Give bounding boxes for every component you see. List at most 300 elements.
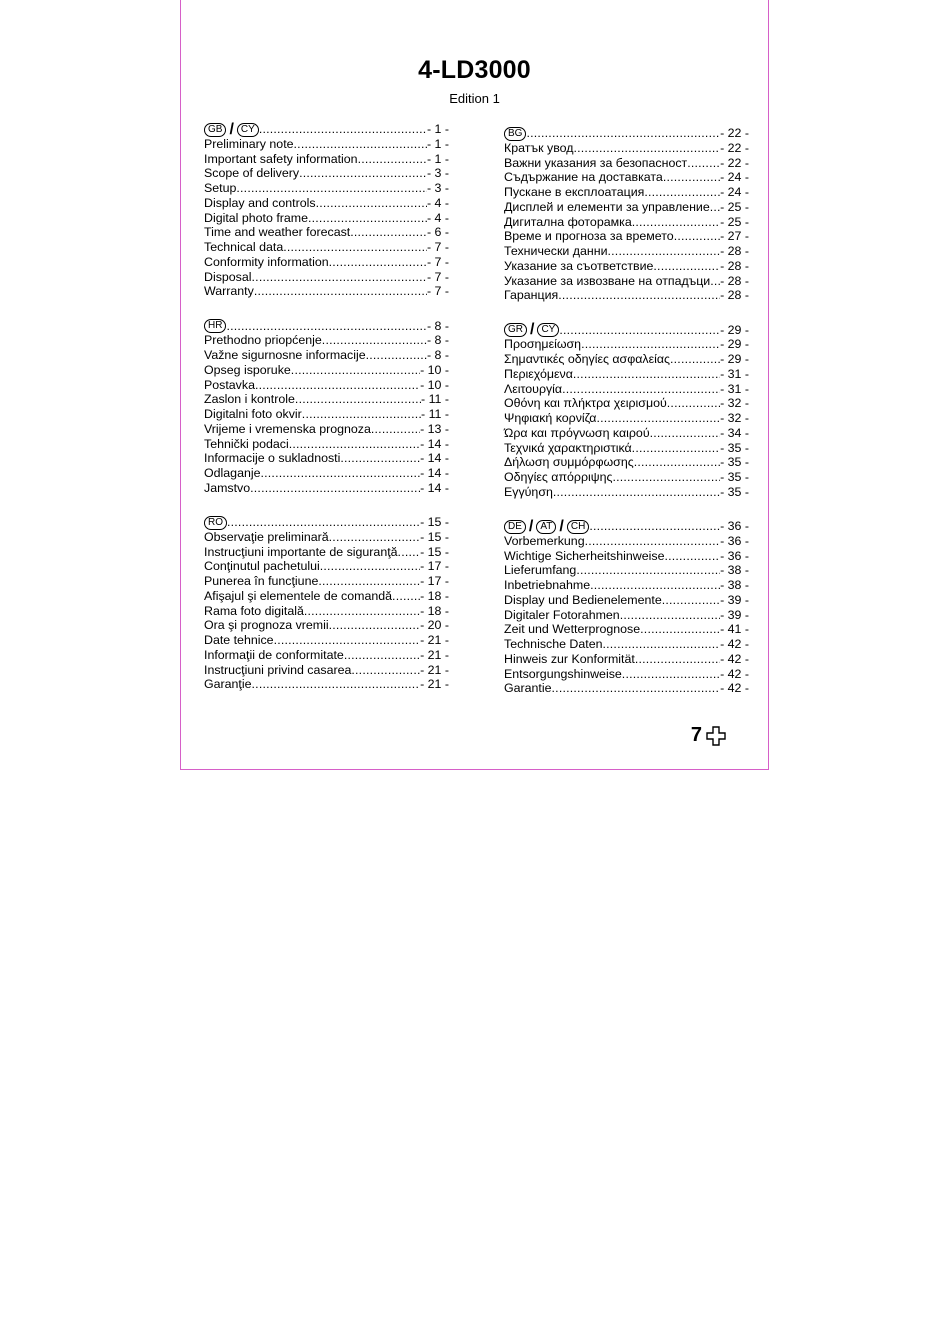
toc-entry-label: Важни указания за безопасност [504, 155, 688, 170]
toc-entry-label: Пускане в експлоатация [504, 185, 645, 199]
leader-dots [710, 274, 720, 289]
toc-page-number: - 13 - [420, 421, 449, 436]
toc-page-number: - 24 - [720, 170, 749, 185]
country-code-badge: GR [504, 323, 527, 337]
toc-page-number: - 18 - [420, 603, 449, 618]
toc-page-number: - 11 - [421, 392, 449, 407]
toc-entry-label: Setup [204, 181, 237, 195]
toc-entry-label: Wichtige Sicherheitshinweise [504, 548, 665, 563]
country-code-badge: CY [237, 123, 259, 137]
toc-page-number: - 7 - [426, 240, 449, 254]
flag-separator: / [528, 517, 534, 535]
leader-dots [634, 455, 720, 470]
toc-entry[interactable] [504, 200, 749, 215]
toc-page-number: - 3 - [426, 181, 449, 195]
leader-dots [320, 559, 420, 574]
toc-page-number: - 20 - [420, 618, 449, 633]
toc-entry[interactable] [504, 259, 749, 274]
toc-entry-label: Scope of delivery [204, 166, 300, 181]
leader-dots [350, 225, 427, 240]
toc-entry[interactable] [204, 211, 449, 226]
toc-entry[interactable] [504, 622, 749, 637]
toc-page-number: - 27 - [720, 229, 749, 244]
toc-section [204, 319, 449, 496]
leader-dots [291, 363, 420, 378]
toc-entry-label: Important safety information [204, 151, 358, 166]
toc-entry-label: Дисплей и елементи за управление [504, 199, 710, 214]
leader-dots [252, 270, 427, 285]
leader-dots [526, 126, 720, 141]
toc-entry[interactable] [204, 437, 449, 452]
toc-entry[interactable] [504, 593, 749, 608]
toc-entry-label: Disposal [204, 269, 252, 284]
toc-entry-label: Digital photo frame [204, 210, 308, 225]
leader-dots [302, 407, 421, 422]
toc-entry-label: Instrucţiuni importante de siguranţă [204, 544, 398, 559]
toc-entry-label: Conţinutul pachetului [204, 559, 320, 574]
toc-entry-label: Technische Daten [504, 637, 603, 652]
toc-entry-label: Garanţie [204, 677, 252, 692]
toc-entry-label: Afişajul şi elementele de comandă [204, 588, 393, 603]
toc-entry[interactable] [504, 288, 749, 303]
toc-entry[interactable] [504, 367, 749, 382]
toc-entry-label: Digitaler Fotorahmen [504, 607, 620, 622]
toc-page-number: - 35 - [720, 470, 749, 485]
country-code-badge: CH [567, 520, 589, 534]
toc-page-number: - 22 - [720, 155, 749, 170]
toc-section [204, 515, 449, 692]
toc-page-number: - 25 - [720, 214, 749, 229]
toc-entry[interactable] [504, 244, 749, 259]
document-page [180, 0, 769, 770]
toc-entry-label: Οθόνη και πλήκτρα χειρισμού [504, 396, 667, 411]
leader-dots [576, 563, 720, 578]
toc-page-number: - 22 - [720, 140, 749, 155]
toc-page-number: - 28 - [720, 258, 749, 273]
toc-entry-label: Ώρα και πρόγνωση καιρού [504, 425, 650, 440]
toc-page-number: - 8 - [426, 348, 449, 363]
toc-entry[interactable] [504, 563, 749, 578]
toc-page-number: - 24 - [720, 185, 749, 199]
leader-dots [710, 200, 720, 215]
toc-page-number: - 34 - [720, 425, 749, 440]
toc-entry[interactable] [504, 534, 749, 549]
toc-page-number: - 15 - [420, 529, 449, 544]
leader-dots [227, 515, 420, 530]
country-code-badge: DE [504, 520, 526, 534]
toc-entry[interactable] [204, 545, 449, 560]
page-footer [691, 724, 726, 747]
toc-page-number: - 1 - [426, 136, 449, 151]
toc-entry-label: Vrijeme i vremenska prognoza [204, 421, 371, 436]
leader-dots [559, 323, 720, 338]
toc-page-number: - 14 - [420, 480, 449, 495]
toc-entry[interactable] [504, 578, 749, 593]
toc-entry[interactable] [204, 530, 449, 545]
toc-entry-label: Tehnički podaci [204, 436, 289, 451]
toc-page-number: - 36 - [720, 533, 749, 548]
toc-entry-label: Date tehnice [204, 633, 274, 648]
toc-entry[interactable] [204, 663, 449, 678]
toc-entry-label: Jamstvo [204, 480, 251, 495]
toc-page-number: - 42 - [720, 651, 749, 666]
toc-entry[interactable] [504, 441, 749, 456]
leader-dots [322, 333, 427, 348]
leader-dots [392, 589, 420, 604]
language-flags [504, 323, 559, 337]
toc-page-number: - 29 - [720, 322, 749, 337]
toc-entry[interactable] [504, 426, 749, 441]
toc-entry-label: Λειτουργία [504, 381, 563, 396]
toc-entry[interactable] [504, 681, 749, 696]
toc-page-number: - 1 - [426, 122, 449, 136]
leader-dots [308, 211, 427, 226]
toc-entry[interactable] [204, 363, 449, 378]
toc-right-column [504, 126, 749, 696]
toc-entry-label: Указание за съответствие [504, 258, 654, 273]
toc-entry[interactable] [504, 455, 749, 470]
toc-page-number: - 25 - [720, 199, 749, 214]
toc-page-number: - 22 - [720, 126, 749, 140]
toc-section [504, 519, 749, 696]
toc-language-heading[interactable] [204, 122, 449, 137]
toc-page-number: - 21 - [420, 647, 449, 662]
toc-page-number: - 35 - [720, 440, 749, 455]
toc-entry-label: Εγγύηση [504, 484, 553, 499]
leader-dots [255, 378, 420, 393]
page-number: 7 [690, 724, 702, 746]
toc-page-number: - 42 - [720, 666, 749, 681]
leader-dots [254, 284, 427, 299]
toc-entry[interactable] [204, 284, 449, 299]
toc-entry-label: Informaţii de conformitate [204, 647, 344, 662]
leader-dots [632, 215, 720, 230]
toc-page-number: - 17 - [420, 559, 449, 574]
toc-entry-label: Observaţie preliminară [204, 529, 329, 544]
edition-label: Edition 1 [449, 91, 500, 106]
toc-section [504, 126, 749, 303]
leader-dots [622, 667, 720, 682]
toc-entry-label: Display and controls [204, 195, 316, 210]
toc-entry-label: Garantie [504, 681, 552, 696]
toc-left-column [204, 122, 449, 692]
toc-entry[interactable] [204, 392, 449, 407]
toc-entry-label: Opseg isporuke [204, 362, 291, 377]
leader-dots [653, 259, 720, 274]
toc-page-number: - 8 - [426, 333, 449, 348]
leader-dots [358, 152, 427, 167]
toc-entry[interactable] [204, 137, 449, 152]
toc-page-number: - 8 - [426, 318, 449, 333]
leader-dots [252, 677, 421, 692]
toc-entry-label: Display und Bedienelemente [504, 592, 662, 607]
toc-page-number: - 31 - [720, 381, 749, 396]
toc-page-number: - 35 - [720, 484, 749, 499]
flag-separator: / [229, 120, 234, 138]
leader-dots [283, 240, 427, 255]
leader-dots [644, 185, 720, 200]
toc-page-number: - 38 - [720, 563, 749, 578]
toc-language-heading[interactable] [504, 519, 749, 534]
leader-dots [664, 549, 720, 564]
leader-dots [581, 337, 720, 352]
toc-entry-label: Važne sigurnosne informacije [204, 348, 366, 363]
leader-dots [558, 288, 720, 303]
toc-entry-label: Τεχνικά χαρακτηριστικά [504, 440, 632, 455]
toc-language-heading[interactable] [204, 319, 449, 334]
toc-entry-label: Ora şi prognoza vremii [204, 618, 329, 633]
leader-dots [650, 426, 720, 441]
toc-entry[interactable] [504, 396, 749, 411]
toc-page-number: - 15 - [420, 515, 449, 530]
country-code-badge: AT [536, 520, 556, 534]
toc-entry-label: Informacije o sukladnosti [204, 451, 341, 466]
toc-entry[interactable] [504, 608, 749, 623]
toc-page-number: - 14 - [420, 451, 449, 466]
leader-dots [236, 181, 427, 196]
leader-dots [304, 604, 420, 619]
leader-dots [635, 652, 720, 667]
toc-entry-label: Οδηγίες απόρριψης [504, 470, 613, 485]
leader-dots [299, 166, 427, 181]
toc-entry[interactable] [504, 352, 749, 367]
cross-registration-icon [706, 726, 726, 746]
toc-page-number: - 36 - [720, 548, 749, 563]
toc-entry[interactable] [204, 604, 449, 619]
flag-separator: / [559, 517, 564, 535]
leader-dots [289, 437, 420, 452]
toc-page-number: - 7 - [426, 284, 449, 299]
toc-entry[interactable] [504, 549, 749, 564]
language-flags [204, 319, 226, 333]
toc-page-number: - 32 - [720, 411, 749, 426]
toc-page-number: - 29 - [720, 352, 749, 367]
toc-entry-label: Inbetriebnahme [504, 578, 591, 593]
toc-page-number: - 21 - [420, 633, 449, 648]
toc-page-number: - 38 - [720, 578, 749, 593]
toc-entry[interactable] [204, 181, 449, 196]
toc-entry[interactable] [204, 633, 449, 648]
toc-entry[interactable] [504, 637, 749, 652]
toc-entry-label: Punerea în funcţiune [204, 574, 319, 589]
toc-page-number: - 36 - [720, 519, 749, 534]
leader-dots [226, 319, 427, 334]
toc-entry[interactable] [504, 156, 749, 171]
toc-entry-label: Prethodno priopćenje [204, 333, 322, 348]
toc-section [504, 323, 749, 500]
toc-page-number: - 39 - [720, 592, 749, 607]
leader-dots [261, 466, 421, 481]
leader-dots [574, 141, 721, 156]
toc-entry[interactable] [204, 348, 449, 363]
leader-dots [294, 137, 427, 152]
leader-dots [316, 196, 427, 211]
toc-page-number: - 21 - [420, 662, 449, 677]
toc-entry-label: Съдържание на доставката [504, 170, 663, 185]
toc-entry-label: Time and weather forecast [204, 225, 351, 240]
toc-entry[interactable] [204, 225, 449, 240]
toc-entry[interactable] [504, 652, 749, 667]
toc-entry-label: Δήλωση συμμόρφωσης [504, 455, 634, 470]
leader-dots [687, 156, 720, 171]
leader-dots [553, 485, 720, 500]
toc-entry-label: Rama foto digitală [204, 603, 304, 618]
toc-page-number: - 35 - [720, 455, 749, 470]
language-flags [204, 120, 259, 138]
toc-entry-label: Entsorgungshinweise [504, 666, 622, 681]
country-code-badge: RO [204, 516, 227, 530]
toc-page-number: - 28 - [720, 273, 749, 288]
toc-entry[interactable] [504, 274, 749, 289]
leader-dots [562, 382, 720, 397]
toc-entry-label: Указание за извозване на отпадъци [504, 273, 711, 288]
toc-entry[interactable] [504, 485, 749, 500]
leader-dots [590, 578, 720, 593]
toc-entry[interactable] [504, 141, 749, 156]
toc-entry[interactable] [204, 574, 449, 589]
leader-dots [608, 244, 721, 259]
country-code-badge: BG [504, 127, 526, 141]
leader-dots [620, 608, 720, 623]
toc-entry[interactable] [204, 481, 449, 496]
leader-dots [640, 622, 720, 637]
toc-entry-label: Гаранция [504, 288, 559, 303]
leader-dots [589, 519, 720, 534]
toc-entry[interactable] [204, 152, 449, 167]
toc-entry[interactable] [204, 255, 449, 270]
toc-entry[interactable] [204, 589, 449, 604]
toc-entry-label: Дигитална фоторамка [504, 214, 632, 229]
toc-entry[interactable] [204, 240, 449, 255]
toc-page-number: - 3 - [426, 166, 449, 181]
toc-page-number: - 4 - [426, 210, 449, 225]
toc-entry-label: Кратък увод [504, 140, 574, 155]
toc-page-number: - 15 - [420, 544, 449, 559]
toc-entry[interactable] [204, 422, 449, 437]
leader-dots [552, 681, 721, 696]
toc-entry-label: Технически данни [504, 244, 608, 258]
leader-dots [274, 633, 421, 648]
toc-page-number: - 14 - [420, 436, 449, 451]
toc-entry-label: Προσημείωση [504, 337, 582, 352]
toc-entry[interactable] [204, 407, 449, 422]
document-title: 4-LD3000 [418, 56, 531, 84]
toc-entry-label: Σημαντικές οδηγίες ασφαλείας [504, 352, 671, 367]
toc-entry[interactable] [204, 618, 449, 633]
toc-entry[interactable] [204, 270, 449, 285]
toc-page-number: - 6 - [426, 225, 449, 240]
leader-dots [612, 470, 720, 485]
toc-entry[interactable] [504, 337, 749, 352]
leader-dots [371, 422, 420, 437]
toc-entry[interactable] [204, 166, 449, 181]
toc-entry-label: Zaslon i kontrole [204, 392, 295, 407]
toc-page-number: - 1 - [426, 151, 449, 166]
toc-entry-label: Warranty [204, 284, 254, 299]
toc-language-heading[interactable] [504, 126, 749, 141]
toc-page-number: - 14 - [420, 466, 449, 481]
leader-dots [674, 229, 720, 244]
leader-dots [318, 574, 420, 589]
toc-entry-label: Περιεχόμενα [504, 366, 573, 381]
toc-page-number: - 32 - [720, 396, 749, 411]
toc-page-number: - 31 - [720, 366, 749, 381]
leader-dots [603, 637, 721, 652]
toc-entry-label: Време и прогноза за времето [504, 229, 674, 244]
toc-entry[interactable] [204, 677, 449, 692]
toc-entry-label: Lieferumfang [504, 563, 577, 578]
toc-entry-label: Instrucţiuni privind casarea [204, 662, 352, 677]
toc-page-number: - 18 - [420, 588, 449, 603]
toc-section [204, 122, 449, 299]
toc-entry[interactable] [504, 185, 749, 200]
toc-entry[interactable] [504, 382, 749, 397]
toc-entry-label: Vorbemerkung [504, 533, 585, 548]
toc-language-heading[interactable] [204, 515, 449, 530]
leader-dots [329, 530, 420, 545]
country-code-badge: GB [204, 123, 226, 137]
toc-entry[interactable] [504, 470, 749, 485]
leader-dots [344, 648, 420, 663]
toc-entry-label: Ψηφιακή κορνίζα [504, 411, 597, 426]
leader-dots [398, 545, 421, 560]
toc-entry[interactable] [504, 411, 749, 426]
leader-dots [632, 441, 720, 456]
toc-entry[interactable] [504, 229, 749, 244]
toc-entry[interactable] [204, 333, 449, 348]
toc-entry-label: Zeit und Wetterprognose [504, 622, 641, 637]
toc-entry[interactable] [204, 196, 449, 211]
leader-dots [259, 122, 427, 137]
toc-page-number: - 11 - [421, 407, 449, 422]
country-code-badge: HR [204, 319, 226, 333]
toc-page-number: - 7 - [426, 269, 449, 284]
leader-dots [663, 170, 720, 185]
toc-page-number: - 17 - [420, 574, 449, 589]
toc-page-number: - 39 - [720, 607, 749, 622]
toc-entry-label: Technical data [204, 240, 284, 254]
leader-dots [366, 348, 427, 363]
toc-entry-label: Hinweis zur Konformität [504, 651, 635, 666]
toc-entry[interactable] [504, 667, 749, 682]
toc-entry[interactable] [504, 215, 749, 230]
leader-dots [585, 534, 720, 549]
leader-dots [667, 396, 720, 411]
toc-page-number: - 29 - [720, 337, 749, 352]
toc-page-number: - 4 - [426, 195, 449, 210]
toc-language-heading[interactable] [504, 323, 749, 338]
toc-entry[interactable] [204, 648, 449, 663]
leader-dots [670, 352, 720, 367]
toc-page-number: - 7 - [426, 254, 449, 269]
toc-page-number: - 28 - [720, 244, 749, 258]
toc-page-number: - 21 - [420, 677, 449, 692]
toc-entry[interactable] [204, 559, 449, 574]
toc-entry[interactable] [204, 466, 449, 481]
toc-entry[interactable] [504, 170, 749, 185]
leader-dots [662, 593, 720, 608]
leader-dots [596, 411, 720, 426]
country-code-badge: CY [537, 323, 559, 337]
toc-page-number: - 10 - [420, 362, 449, 377]
leader-dots [329, 618, 420, 633]
toc-entry-label: Preliminary note [204, 136, 294, 151]
toc-entry[interactable] [204, 451, 449, 466]
toc-entry-label: Postavka [204, 377, 255, 392]
toc-page-number: - 10 - [420, 377, 449, 392]
toc-entry[interactable] [204, 378, 449, 393]
toc-page-number: - 41 - [720, 622, 749, 637]
